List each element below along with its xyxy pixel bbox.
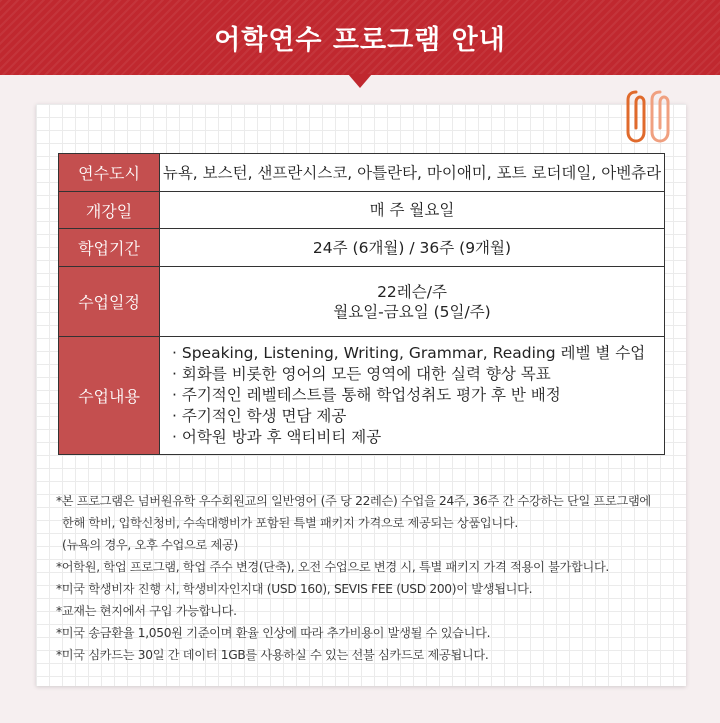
list-item: · 주기적인 레벨테스트를 통해 학업성취도 평가 후 반 배정 bbox=[172, 386, 561, 404]
table-row bbox=[59, 337, 665, 455]
list-item: · 회화를 비롯한 영어의 모든 영역에 대한 실력 향상 목표 bbox=[172, 365, 551, 383]
paperclip-icon bbox=[622, 88, 682, 148]
row-label: 개강일 bbox=[59, 192, 160, 229]
list-item: · Speaking, Listening, Writing, Grammar, Reading 레벨 별 수업 bbox=[172, 344, 646, 362]
table-row bbox=[59, 154, 665, 192]
schedule-line: 22레슨/주 bbox=[377, 282, 447, 301]
list-item: · 어학원 방과 후 액티비티 제공 bbox=[172, 428, 382, 446]
table-row bbox=[59, 192, 665, 229]
note-line: *본 프로그램은 넘버원유학 우수회원교의 일반영어 (주 당 22레슨) 수업을 24주, 36주 간 수강하는 단일 프로그램에 bbox=[56, 494, 651, 508]
row-label: 학업기간 bbox=[59, 229, 160, 267]
note-line: (뉴욕의 경우, 오후 수업으로 제공) bbox=[62, 538, 238, 552]
list-item: · 주기적인 학생 면담 제공 bbox=[172, 407, 347, 425]
table-row bbox=[59, 267, 665, 337]
row-value: 매 주 월요일 bbox=[160, 192, 665, 229]
note-line: *미국 학생비자 진행 시, 학생비자인지대 (USD 160), SEVIS FEE (USD 200)이 발생됩니다. bbox=[56, 582, 533, 596]
note-line: *어학원, 학업 프로그램, 학업 주수 변경(단축), 오전 수업으로 변경 시, 특별 패키지 가격 적용이 불가합니다. bbox=[56, 560, 610, 574]
note-line: *교재는 현지에서 구입 가능합니다. bbox=[56, 604, 237, 618]
row-value bbox=[160, 337, 665, 455]
row-label: 연수도시 bbox=[59, 154, 160, 192]
row-label: 수업내용 bbox=[59, 337, 160, 455]
note-line: *미국 심카드는 30일 간 데이터 1GB를 사용하실 수 있는 선불 심카드로 제공됩니다. bbox=[56, 648, 489, 662]
notes-section bbox=[56, 490, 676, 666]
row-value bbox=[160, 267, 665, 337]
note-line: 한해 학비, 입학신청비, 수속대행비가 포함된 특별 패키지 가격으로 제공되는 상품입니다. bbox=[62, 516, 518, 530]
page-title: 어학연수 프로그램 안내 bbox=[214, 25, 506, 56]
note-line: *미국 송금환율 1,050원 기준이며 환율 인상에 따라 추가비용이 발생될 수 있습니다. bbox=[56, 626, 491, 640]
banner-arrow bbox=[348, 74, 372, 88]
program-info-table bbox=[58, 153, 665, 455]
row-label: 수업일정 bbox=[59, 267, 160, 337]
schedule-line: 월요일-금요일 (5일/주) bbox=[333, 302, 491, 321]
header-banner bbox=[0, 0, 720, 75]
row-value: 뉴욕, 보스턴, 샌프란시스코, 아틀란타, 마이애미, 포트 로더데일, 아벤츄라 bbox=[160, 154, 665, 192]
row-value: 24주 (6개월) / 36주 (9개월) bbox=[160, 229, 665, 267]
table-row bbox=[59, 229, 665, 267]
